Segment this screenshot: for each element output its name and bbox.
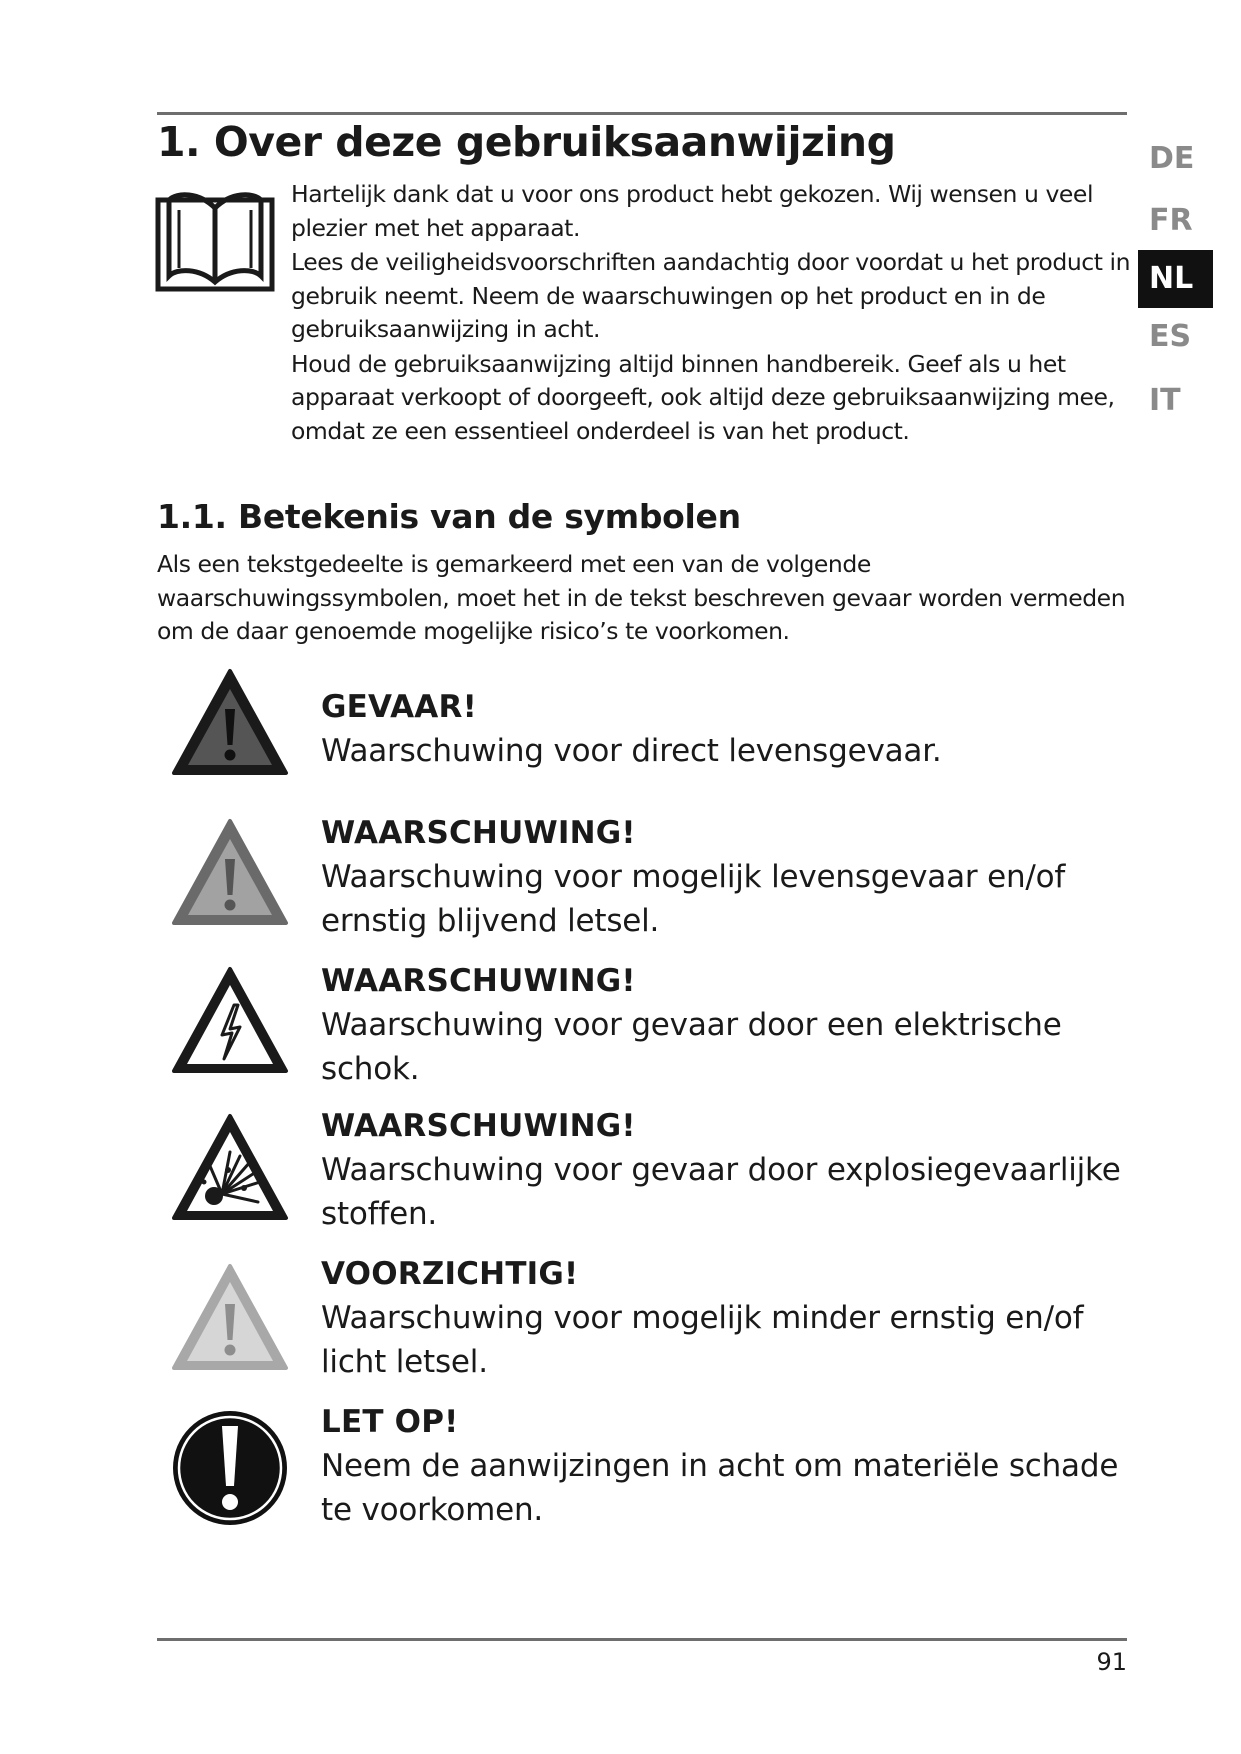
intro-paragraph: Lees de veiligheidsvoorschriften aandachtig door voordat u het product in gebruik neemt. Neem de waarschuwingen op het product en in de gebruiksaanwijzing in acht. (291, 248, 1131, 343)
symbol-description: Waarschuwing voor mogelijk minder ernstig en/of licht letsel. (321, 1300, 1084, 1380)
intro-paragraph: Hartelijk dank dat u voor ons product hebt gekozen. Wij wensen u veel plezier met het apparaat. (291, 180, 1094, 242)
symbol-title: WAARSCHUWING! (321, 963, 636, 999)
explosive-triangle-icon (170, 1110, 290, 1230)
caution-triangle-icon (170, 1260, 290, 1380)
warning-triangle-icon (170, 815, 290, 935)
symbol-entry (321, 811, 1131, 943)
manual-book-icon (155, 188, 275, 292)
symbol-title: VOORZICHTIG! (321, 1256, 579, 1292)
top-divider (157, 112, 1127, 115)
symbol-description: Waarschuwing voor gevaar door explosiegevaarlijke stoffen. (321, 1152, 1121, 1232)
symbol-entry (321, 1400, 1131, 1532)
symbol-entry (321, 1104, 1131, 1236)
symbols-intro: Als een tekstgedeelte is gemarkeerd met een van de volgende waarschuwingssymbolen, moet het in de tekst beschreven gevaar worden vermeden om de daar genoemde mogelijke risico’s te voorkomen. (157, 550, 1126, 645)
symbol-description: Neem de aanwijzingen in acht om materiële schade te voorkomen. (321, 1448, 1119, 1528)
tab-language-it[interactable]: IT (1149, 383, 1181, 418)
intro-paragraph: Houd de gebruiksaanwijzing altijd binnen handbereik. Geef als u het apparaat verkoopt of doorgeeft, ook altijd deze gebruiksaanwijzing mee, omdat ze een essentieel onderdeel is van het product. (291, 349, 1115, 445)
tab-language-de[interactable]: DE (1149, 141, 1195, 176)
subsection-heading: 1.1. Betekenis van de symbolen (157, 497, 741, 536)
page-number: 91 (1096, 1648, 1127, 1676)
symbol-title: WAARSCHUWING! (321, 1108, 636, 1144)
symbol-entry (321, 959, 1131, 1091)
symbol-description: Waarschuwing voor direct levensgevaar. (321, 733, 942, 769)
symbol-title: GEVAAR! (321, 689, 477, 725)
section-heading: 1. Over deze gebruiksaanwijzing (157, 118, 896, 166)
tab-language-es[interactable]: ES (1149, 319, 1192, 354)
symbol-entry (321, 1252, 1131, 1384)
intro-text (291, 178, 1133, 448)
symbol-title: WAARSCHUWING! (321, 815, 636, 851)
symbol-title: LET OP! (321, 1404, 459, 1440)
symbol-entry (321, 685, 1131, 773)
bottom-divider (157, 1638, 1127, 1641)
danger-warning-triangle-icon (170, 665, 290, 785)
electric-shock-triangle-icon (170, 963, 290, 1083)
symbol-description: Waarschuwing voor mogelijk levensgevaar en/of ernstig blijvend letsel. (321, 859, 1066, 939)
symbol-description: Waarschuwing voor gevaar door een elektrische schok. (321, 1007, 1062, 1087)
tab-language-nl[interactable]: NL (1138, 250, 1213, 308)
notice-exclamation-circle-icon (170, 1408, 290, 1528)
tab-language-fr[interactable]: FR (1149, 203, 1193, 238)
